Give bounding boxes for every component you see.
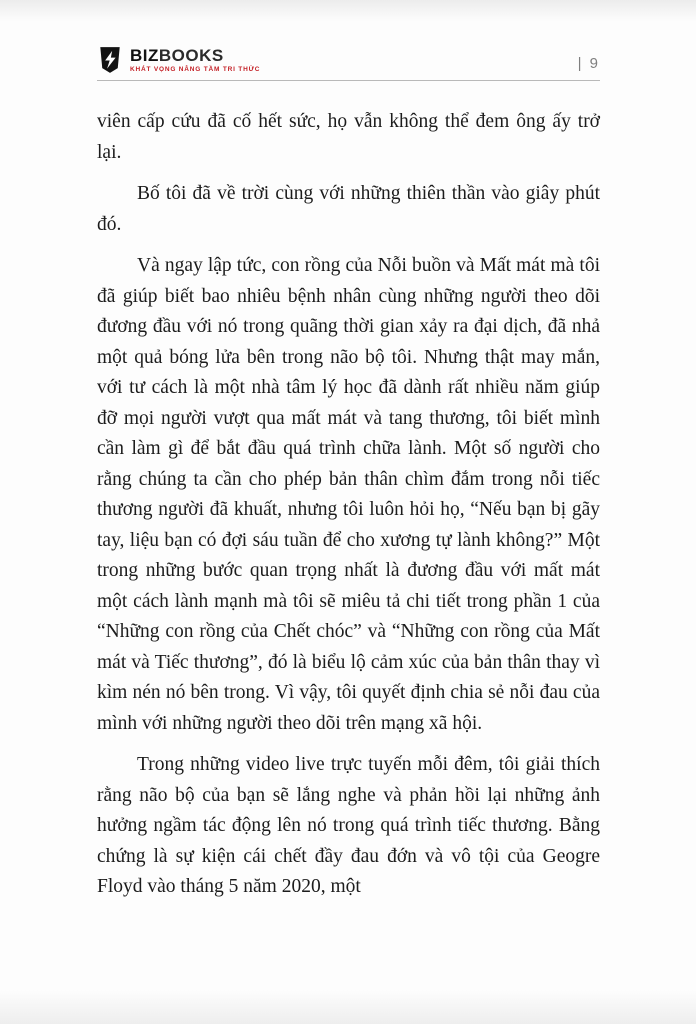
paragraph: Và ngay lập tức, con rồng của Nỗi buồn và Mất mát mà tôi đã giúp biết bao nhiêu bệnh nhân cùng những người theo dõi đương đầu với nó trong quãng thời gian xảy ra đại dịch, đã nhả một quả bóng lửa bên trong não bộ tôi. Nhưng thật may mắn, với tư cách là một nhà tâm lý học đã dành rất nhiều năm giúp đỡ mọi người vượt qua mất mát và tang thương, tôi biết mình cần làm gì để bắt đầu quá trình chữa lành. Một số người cho rằng chúng ta cần cho phép bản thân chìm đắm trong nỗi tiếc thương người đã khuất, nhưng tôi luôn hỏi họ, “Nếu bạn bị gãy tay, liệu bạn có đợi sáu tuần để cho xương tự lành không?” Một trong những bước quan trọng nhất là đương đầu với mất mát một cách lành mạnh mà tôi sẽ miêu tả chi tiết trong phần 1 của “Những con rồng của Chết chóc” và “Những con rồng của Mất mát và Tiếc thương”, đó là biểu lộ cảm xúc của bản thân thay vì kìm nén nó bên trong. Vì vậy, tôi quyết định chia sẻ nỗi đau của mình với những người theo dõi trên mạng xã hội. — [97, 255, 600, 734]
paragraph: Trong những video live trực tuyến mỗi đêm, tôi giải thích rằng não bộ của bạn sẽ lắng nghe và phản hồi lại những ảnh hưởng ngầm tác động lên nó trong quá trình tiếc thương. Bằng chứng là sự kiện cái chết đầy đau đớn và vô tội của Geogre Floyd vào tháng 5 năm 2020, một — [97, 754, 600, 897]
page-number: | 9 — [577, 55, 600, 72]
logo-word-books: BOOKS — [158, 45, 224, 65]
page-header — [97, 34, 600, 74]
paragraph-continuation: viên cấp cứu đã cố hết sức, họ vẫn không thể đem ông ấy trở lại. — [97, 111, 600, 163]
bizbooks-logo — [97, 46, 260, 74]
bizbooks-logo-text — [130, 47, 260, 74]
header-divider — [97, 80, 600, 81]
bizbooks-logo-icon — [97, 46, 123, 74]
logo-word-biz: BIZ — [130, 45, 159, 65]
paragraph: Bố tôi đã về trời cùng với những thiên thần vào giây phút đó. — [97, 183, 600, 235]
page-body — [97, 107, 600, 903]
bizbooks-tagline: KHÁT VỌNG NÂNG TẦM TRI THỨC — [130, 65, 261, 73]
bizbooks-logo-name — [130, 47, 260, 64]
